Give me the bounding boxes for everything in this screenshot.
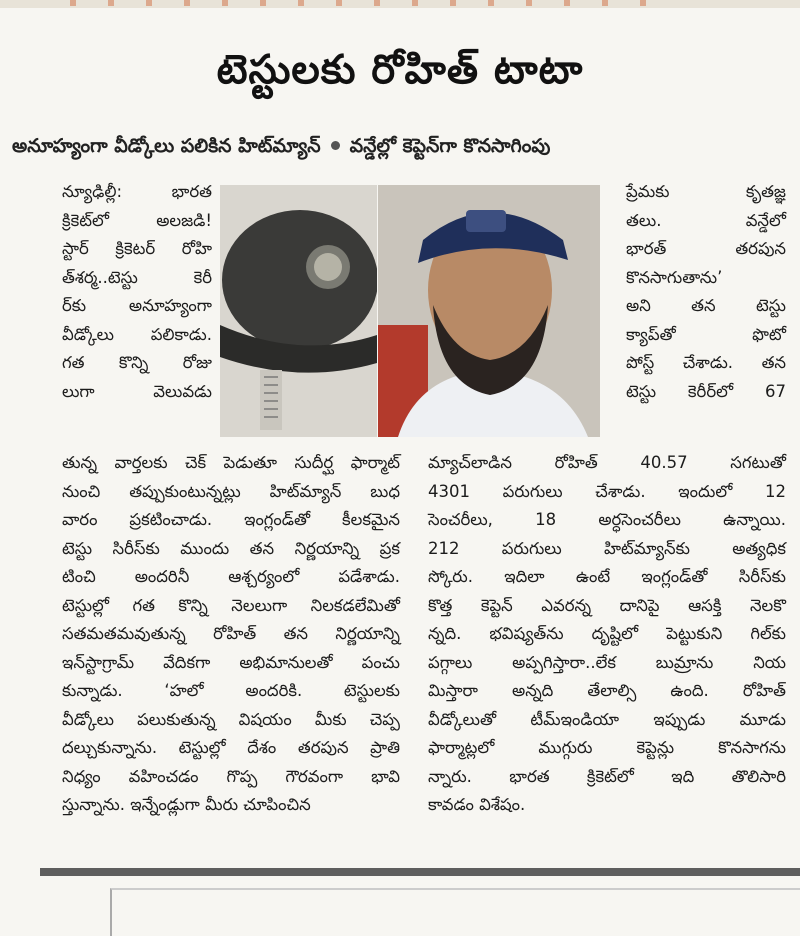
top-banner-strip bbox=[0, 0, 800, 8]
rohit-sharma-photo bbox=[378, 185, 600, 437]
text-line: మ్యాచ్‌లాడిన రోహిత్ 40.57 సగటుతో bbox=[428, 453, 786, 472]
text-line: దల్చుకున్నాను. టెస్టుల్లో దేశం తరపున ప్రాతి bbox=[62, 738, 400, 757]
text-line: కున్నాడు. ‘హలో అందరికి. టెస్టులకు bbox=[62, 681, 400, 700]
text-line: లుగా వెలువడు bbox=[62, 381, 212, 401]
left-wide-column bbox=[62, 449, 400, 820]
text-line: క్రికెట్‌లో అలజడి! bbox=[62, 210, 212, 230]
text-line: వారం ప్రకటించాడు. ఇంగ్లండ్‌తో కీలకమైన bbox=[62, 510, 400, 529]
text-line: వీడ్కోలు పలికాడు. bbox=[62, 324, 212, 344]
bottom-rule bbox=[40, 868, 800, 876]
text-line: పోస్ట్ చేశాడు. తన bbox=[626, 353, 786, 372]
text-line: టించి అందరినీ ఆశ్చర్యంలో పడేశాడు. bbox=[62, 567, 400, 586]
text-line: గత కొన్ని రోజు bbox=[62, 353, 212, 372]
text-line: న్నారు. భారత క్రికెట్‌లో ఇది తొలిసారి bbox=[428, 766, 786, 786]
text-line: టెస్టు కెరీర్‌లో 67 bbox=[626, 381, 786, 401]
text-line: స్తున్నాను. ఇన్నేండ్లుగా మీరు చూపించిన bbox=[62, 795, 311, 814]
text-line: వీడ్కోలు పలుకుతున్న విషయం మీకు చెప్ప bbox=[62, 709, 400, 729]
headline: టెస్టులకు రోహిత్ టాటా bbox=[216, 47, 584, 93]
test-cap-photo bbox=[220, 185, 377, 437]
right-wide-column bbox=[428, 449, 786, 820]
right-narrow-column bbox=[626, 178, 786, 406]
text-line: న్యూఢిల్లీ: భారత bbox=[62, 182, 212, 201]
text-line: ర్‌కు అనూహ్యంగా bbox=[62, 296, 212, 315]
text-line: 212 పరుగులు హిట్‌మ్యాన్‌కు అత్యధిక bbox=[428, 538, 786, 558]
text-line: తున్న వార్తలకు చెక్ పెడుతూ సుదీర్ఘ ఫార్మాట్ bbox=[62, 453, 400, 472]
text-line: ఫార్మాట్లలో ముగ్గురు కెప్టెన్లు కొనసాగను bbox=[428, 738, 786, 757]
left-narrow-column bbox=[62, 178, 212, 406]
bullet-separator bbox=[331, 141, 340, 150]
text-line: 4301 పరుగులు చేశాడు. ఇందులో 12 bbox=[428, 481, 786, 501]
text-line: టెస్టు సిరీస్‌కు ముందు తన నిర్ణయాన్ని ప్రక bbox=[62, 538, 400, 558]
text-line: సెంచరీలు, 18 అర్ధసెంచరీలు ఉన్నాయి. bbox=[428, 510, 786, 529]
next-article-frame bbox=[110, 888, 800, 936]
text-line: కావడం విశేషం. bbox=[428, 795, 526, 814]
text-line: తలు. వన్డేలో bbox=[626, 210, 786, 230]
text-line: పగ్గాలు అప్పగిస్తారా..లేక బుమ్రాను నియ bbox=[428, 652, 786, 672]
text-line: మిస్తారా అన్నది తేలాల్సి ఉంది. రోహిత్ bbox=[428, 681, 786, 700]
subheadline bbox=[12, 132, 792, 160]
text-line: ఇన్‌స్టాగ్రామ్ వేదికగా అభిమానులతో పంచు bbox=[62, 652, 400, 672]
text-line: నిధ్యం వహించడం గొప్ప గౌరవంగా భావి bbox=[62, 766, 400, 786]
text-line: స్టార్ క్రికెటర్ రోహి bbox=[62, 239, 212, 258]
text-line: ప్రేమకు కృతజ్ఞ bbox=[626, 182, 786, 201]
text-line: టెస్టుల్లో గత కొన్ని నెలలుగా నిలకడలేమితో bbox=[62, 595, 400, 615]
text-line: వీడ్కోలుతో టీమ్‌ఇండియా ఇప్పుడు మూడు bbox=[428, 709, 786, 729]
text-line: అని తన టెస్టు bbox=[626, 296, 786, 315]
text-line: సతమతమవుతున్న రోహిత్ తన నిర్ణయాన్ని bbox=[62, 624, 400, 643]
text-line: కొనసాగుతాను’ bbox=[626, 267, 723, 287]
text-line: కొత్త కెప్టెన్ ఎవరన్న దానిపై ఆసక్తి నెలకొ bbox=[428, 595, 786, 615]
text-line: క్యాప్‌తో ఫొటో bbox=[626, 324, 786, 344]
text-line: న్నది. భవిష్యత్‌ను దృష్టిలో పెట్టుకుని గిల్‌కు bbox=[428, 624, 786, 643]
subhead-1: అనూహ్యంగా వీడ్కోలు పలికిన హిట్‌మ్యాన్ bbox=[12, 135, 321, 157]
text-line: త్‌శర్మ..టెస్టు కెరీ bbox=[62, 267, 212, 287]
text-line: స్కోరు. ఇదిలా ఉంటే ఇంగ్లండ్‌తో సిరీస్‌కు bbox=[428, 567, 786, 586]
subhead-2: వన్డేల్లో కెప్టెన్‌గా కొనసాగింపు bbox=[349, 135, 551, 157]
text-line: నుంచి తప్పుకుంటున్నట్లు హిట్‌మ్యాన్ బుధ bbox=[62, 481, 400, 501]
text-line: భారత్ తరపున bbox=[626, 239, 786, 258]
